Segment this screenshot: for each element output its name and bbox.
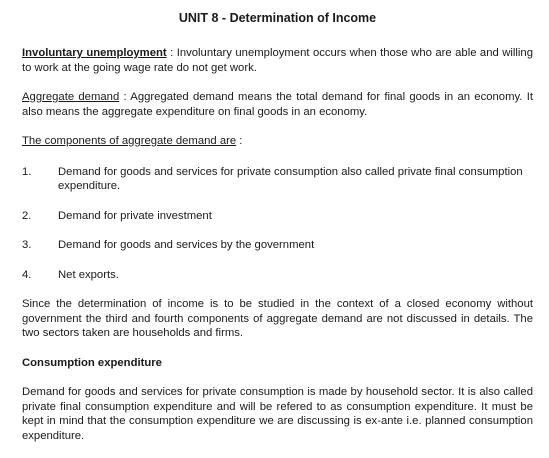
- list-item-number: 1.: [22, 165, 32, 178]
- components-list: [22, 165, 533, 283]
- list-item-text: Net exports.: [58, 268, 119, 281]
- list-item-text: Demand for private investment: [58, 209, 212, 222]
- list-item: [22, 209, 533, 224]
- components-heading-suffix: :: [236, 135, 243, 147]
- involuntary-unemployment-paragraph: [22, 46, 533, 75]
- list-item-text: Demand for goods and services by the government: [58, 239, 315, 251]
- closed-economy-paragraph: Since the determination of income is to be studied in the context of a closed economy without government the third and fourth components of aggregate demand are not discussed in details. The two sectors taken are households and firms.: [22, 298, 533, 339]
- involuntary-unemployment-term: Involuntary unemployment: [22, 47, 167, 59]
- list-item: [22, 238, 533, 253]
- list-item: [22, 165, 533, 194]
- list-item-number: 3.: [22, 239, 32, 251]
- components-heading-line: [22, 134, 533, 149]
- consumption-expenditure-paragraph: Demand for goods and services for private consumption is made by household sector. It is also called private final consumption expenditure and will be refered to as consumption expenditure. It must be kept in mind that the consumption expenditure we are discussing is ex-ante i.e. planned consumption expenditure.: [22, 386, 533, 442]
- consumption-expenditure-heading: Consumption expenditure: [22, 356, 162, 369]
- document-page: [22, 11, 533, 458]
- page-title: UNIT 8 - Determination of Income: [178, 11, 377, 25]
- components-heading: The components of aggregate demand are: [22, 135, 237, 147]
- aggregate-demand-term: Aggregate demand: [22, 91, 120, 103]
- list-item: [22, 268, 533, 283]
- list-item-number: 4.: [22, 268, 32, 281]
- aggregate-demand-paragraph: [22, 90, 533, 119]
- aggregate-demand-definition: : Aggregated demand means the total demand for final goods in an economy. It also means the aggregate expenditure on final goods in an economy.: [22, 91, 533, 118]
- list-item-number: 2.: [22, 209, 32, 222]
- list-item-text: Demand for goods and services for private consumption also called private final consumption expenditure.: [58, 165, 523, 192]
- involuntary-unemployment-definition: : Involuntary unemployment occurs when those who are able and willing to work at the going wage rate do not get work.: [22, 47, 533, 74]
